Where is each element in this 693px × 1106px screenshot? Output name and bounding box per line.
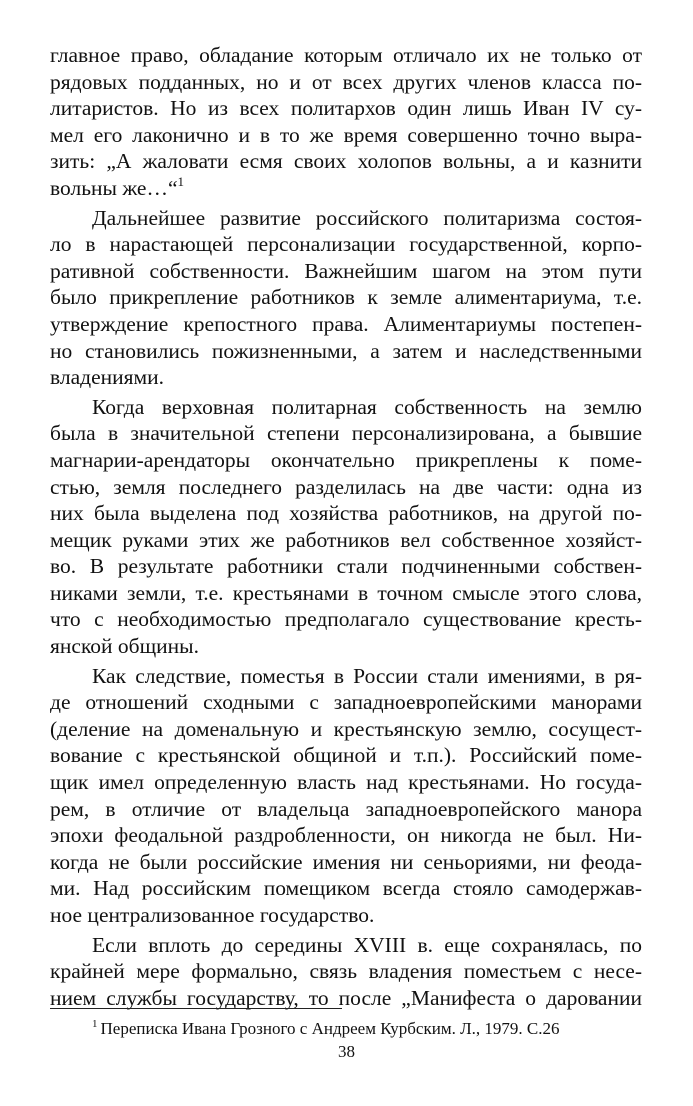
paragraph [50, 663, 642, 929]
text-line: ло в нарастающей персонализации государственной, корпо- [50, 232, 642, 257]
text-line: ное централизованное государство. [50, 903, 375, 927]
footnote [92, 1019, 559, 1039]
text-line: Как следствие, поместья в России стали имениями, в ря- [92, 663, 642, 688]
text-line: Если вплоть до середины XVIII в. еще сохранялась, по [92, 932, 642, 957]
text-line: рядовых подданных, но и от всех других членов класса по- [50, 69, 642, 94]
footnote-marker: 1 [92, 1018, 98, 1030]
paragraph [50, 205, 642, 391]
text-line: что с необходимостью предполагало существование кресть- [50, 607, 642, 632]
paragraph [50, 932, 642, 1012]
text-line: стью, земля последнего разделилась на две части: одна из [50, 474, 642, 499]
text-line: когда не были российские имения ни сеньориями, ни феода- [50, 849, 642, 874]
footnote-text: Переписка Ивана Грозного с Андреем Курбским. Л., 1979. С.26 [100, 1019, 560, 1038]
text-line: ми. Над российским помещиком всегда стояло самодержав- [50, 876, 642, 901]
text-line: эпохи феодальной раздробленности, он никогда не был. Ни- [50, 823, 642, 848]
text-fragment: вольны же…“ [50, 175, 178, 200]
text-line: янской общины. [50, 634, 199, 659]
text-line [50, 175, 642, 202]
text-line: щик имел определенную власть над крестьянами. Но госуда- [50, 770, 642, 795]
page-body [50, 42, 642, 1011]
text-line: зить: „А жаловати есмя своих холопов вольны, а и казнити [50, 149, 642, 174]
text-line: нием службы государству, то после „Манифеста о даровании [50, 985, 642, 1010]
text-line: рем, в отличие от владельца западноевропейского манора [50, 796, 642, 821]
text-line: де отношений сходными с западноевропейскими манорами [50, 690, 642, 715]
text-line: во. В результате работники стали подчиненными собствен- [50, 554, 642, 579]
text-line: вование с крестьянской общиной и т.п.). Российский поме- [50, 743, 642, 768]
text-line: главное право, обладание которым отличало их не только от [50, 43, 642, 67]
text-line: Когда верховная политарная собственность на землю [92, 394, 642, 419]
paragraph [50, 394, 642, 660]
text-line: литаристов. Но из всех политархов один лишь Иван IV су- [50, 96, 642, 121]
text-line: мел его лаконично и в то же время совершенно точно выра- [50, 122, 642, 147]
text-line: магнарии-арендаторы окончательно прикреплены к поме- [50, 447, 642, 472]
text-line: владениями. [50, 365, 165, 390]
text-line: Дальнейшее развитие российского политаризма состоя- [92, 205, 642, 230]
text-line: (деление на доменальную и крестьянскую землю, сосущест- [50, 716, 642, 741]
paragraph [50, 42, 642, 202]
text-line: была в значительной степени персонализирована, а бывшие [50, 421, 642, 446]
page-number: 38 [338, 1042, 355, 1061]
footnote-divider [50, 1008, 342, 1009]
text-line: них была выделена под хозяйства работников, на другой по- [50, 501, 642, 526]
text-line: никами земли, т.е. крестьянами в точном смысле этого слова, [50, 580, 642, 605]
footnote-reference: 1 [177, 173, 184, 189]
text-line: мещик руками этих же работников вел собственное хозяйст- [50, 527, 642, 552]
text-line: ративной собственности. Важнейшим шагом на этом пути [50, 258, 642, 283]
text-line: но становились пожизненными, а затем и наследственными [50, 338, 642, 363]
text-line: утверждение крепостного права. Алиментариумы постепен- [50, 311, 642, 336]
text-line: было прикрепление работников к земле алиментариума, т.е. [50, 285, 642, 310]
text-line: крайней мере формально, связь владения поместьем с несе- [50, 959, 642, 984]
